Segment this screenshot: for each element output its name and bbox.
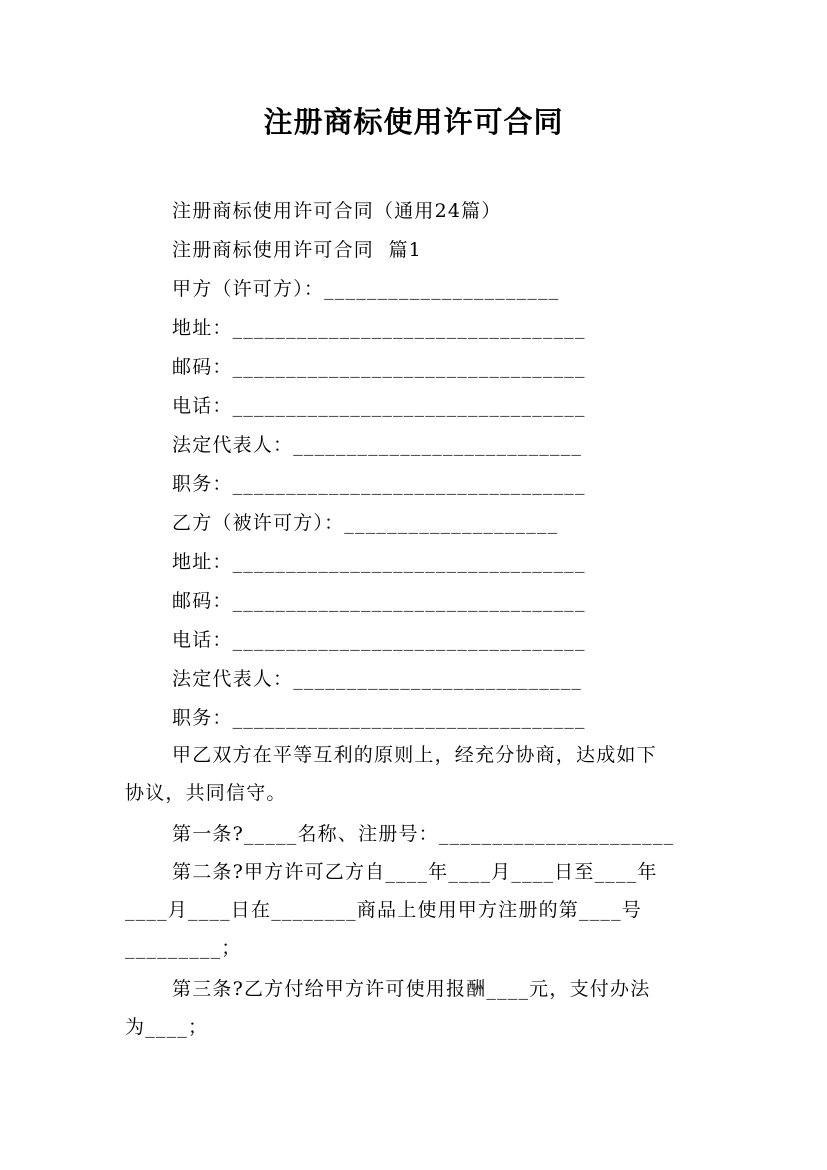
party-a-phone-field: 电话：_________________________________ (172, 395, 586, 417)
section-heading: 注册商标使用许可合同 篇1 (172, 239, 422, 261)
paragraph-row: 甲乙双方在平等互利的原则上，经充分协商，达成如下 (172, 744, 657, 766)
party-a-representative-field: 法定代表人：___________________________ (172, 434, 583, 456)
paragraph-row: 协议，共同信守。 (125, 782, 287, 804)
document-title: 注册商标使用许可合同 (263, 105, 564, 139)
party-a-address-field: 地址：_________________________________ (172, 317, 586, 339)
party-a-position-field: 职务：_________________________________ (172, 473, 586, 495)
party-b-representative-field: 法定代表人：___________________________ (172, 668, 583, 690)
paragraph-row: 第三条?乙方付给甲方许可使用报酬____元，支付办法 (172, 978, 651, 1000)
paragraph-row: _________； (125, 937, 242, 959)
party-a-field: 甲方（许可方）：______________________ (172, 278, 560, 300)
party-b-address-field: 地址：_________________________________ (172, 551, 586, 573)
party-b-field: 乙方（被许可方）：____________________ (172, 512, 559, 534)
paragraph-row: 为____； (125, 1016, 209, 1038)
paragraph-row: 第二条?甲方许可乙方自____年____月____日至____年 (172, 861, 658, 883)
subtitle-line: 注册商标使用许可合同（通用24篇） (172, 200, 502, 222)
party-b-phone-field: 电话：_________________________________ (172, 629, 586, 651)
party-b-position-field: 职务：_________________________________ (172, 707, 586, 729)
party-a-postcode-field: 邮码：_________________________________ (172, 356, 586, 378)
paragraph-row: ____月____日在________商品上使用甲方注册的第____号 (125, 899, 643, 921)
article-1: 第一条?_____名称、注册号：______________________ (172, 823, 675, 845)
party-b-postcode-field: 邮码：_________________________________ (172, 590, 586, 612)
